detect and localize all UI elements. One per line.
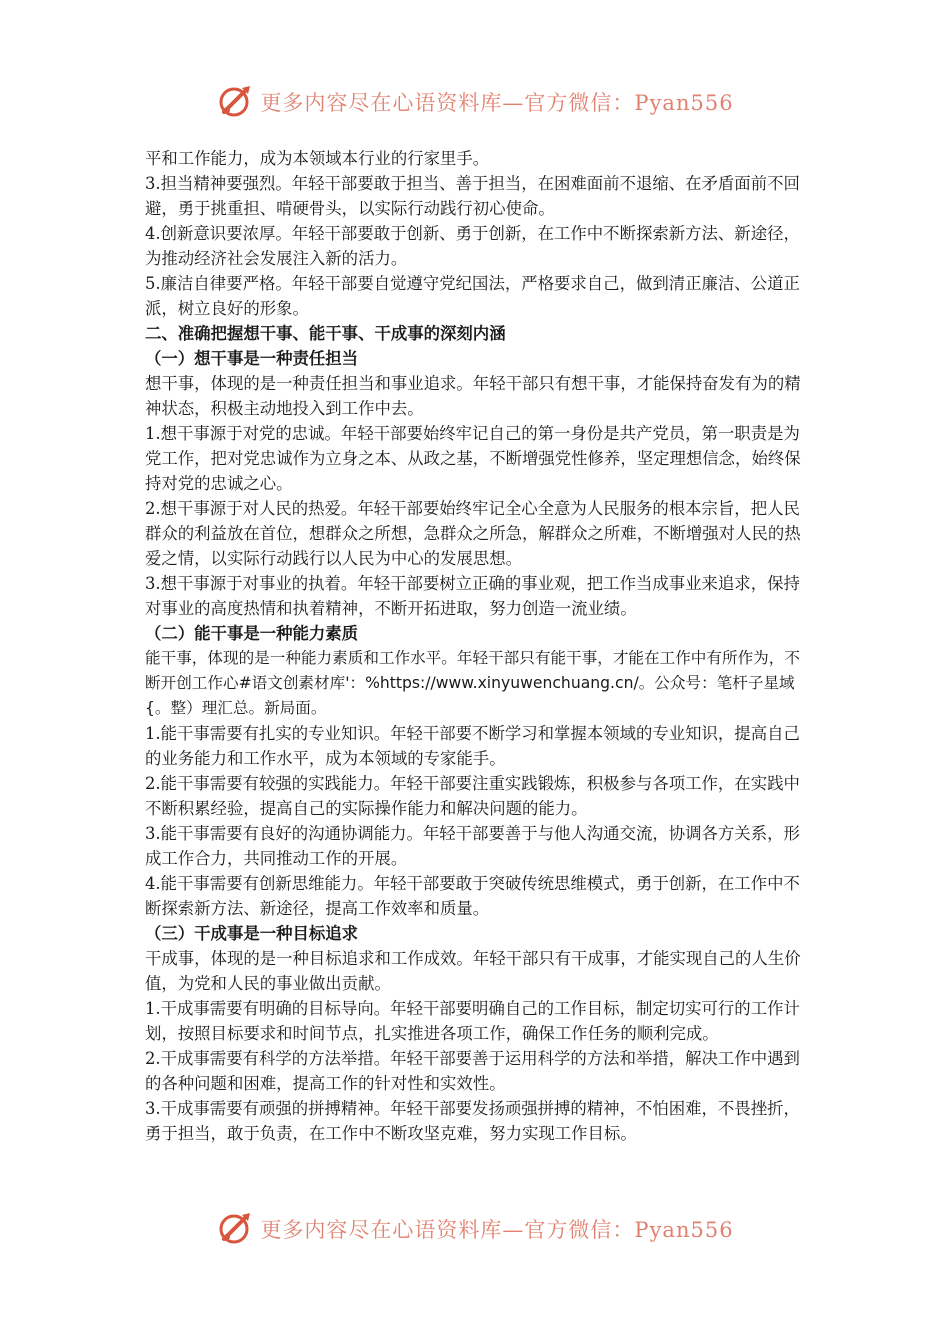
paragraph: 3.担当精神要强烈。年轻干部要敢于担当、善于担当，在困难面前不退缩、在矛盾面前不回避，勇于挑重担、啃硬骨头，以实际行动践行初心使命。 [145, 174, 800, 218]
paragraph: 3.干成事需要有顽强的拼搏精神。年轻干部要发扬顽强拼搏的精神，不怕困难，不畏挫折，勇于担当，敢于负责，在工作中不断攻坚克难，努力实现工作目标。 [145, 1099, 800, 1143]
paragraph: 3.能干事需要有良好的沟通协调能力。年轻干部要善于与他人沟通交流，协调各方关系，形成工作合力，共同推动工作的开展。 [145, 824, 800, 868]
paragraph: 2.干成事需要有科学的方法举措。年轻干部要善于运用科学的方法和举措，解决工作中遇到的各种问题和困难，提高工作的针对性和实效性。 [145, 1049, 800, 1093]
paragraph: 干成事，体现的是一种目标追求和工作成效。年轻干部只有干成事，才能实现自己的人生价值，为党和人民的事业做出贡献。 [145, 949, 801, 993]
paragraph: 4.能干事需要有创新思维能力。年轻干部要敢于突破传统思维模式，勇于创新，在工作中不断探索新方法、新途径，提高工作效率和质量。 [145, 874, 800, 918]
document-body [145, 146, 815, 1146]
watermark-text: 更多内容尽在心语资料库—官方微信：Pyan556 [260, 91, 734, 115]
subsection-heading: （二）能干事是一种能力素质 [145, 624, 359, 643]
brush-logo-icon [216, 82, 256, 122]
paragraph: 3.想干事源于对事业的执着。年轻干部要树立正确的事业观，把工作当成事业来追求，保持对事业的高度热情和执着精神，不断开拓进取，努力创造一流业绩。 [145, 574, 800, 618]
paragraph: 1.想干事源于对党的忠诚。年轻干部要始终牢记自己的第一身份是共产党员，第一职责是为党工作，把对党忠诚作为立身之本、从政之基，不断增强党性修养，坚定理想信念，始终保持对党的忠诚之心。 [145, 424, 801, 493]
paragraph: 4.创新意识要浓厚。年轻干部要敢于创新、勇于创新，在工作中不断探索新方法、新途径，为推动经济社会发展注入新的活力。 [145, 224, 800, 268]
brush-logo-icon [216, 1209, 256, 1249]
watermark-text: 更多内容尽在心语资料库—官方微信：Pyan556 [260, 1218, 734, 1242]
paragraph: 2.想干事源于对人民的热爱。年轻干部要始终牢记全心全意为人民服务的根本宗旨，把人民群众的利益放在首位，想群众之所想，急群众之所急，解群众之所难，不断增强对人民的热爱之情，以实际行动践行以人民为中心的发展思想。 [145, 499, 801, 568]
paragraph: 1.干成事需要有明确的目标导向。年轻干部要明确自己的工作目标，制定切实可行的工作计划，按照目标要求和时间节点，扎实推进各项工作，确保工作任务的顺利完成。 [145, 999, 800, 1043]
paragraph: 5.廉洁自律要严格。年轻干部要自觉遵守党纪国法，严格要求自己，做到清正廉洁、公道正派，树立良好的形象。 [145, 274, 800, 318]
section-heading: 二、准确把握想干事、能干事、干成事的深刻内涵 [145, 324, 506, 343]
paragraph: 想干事，体现的是一种责任担当和事业追求。年轻干部只有想干事，才能保持奋发有为的精神状态，积极主动地投入到工作中去。 [145, 374, 801, 418]
watermark-footer [0, 1209, 950, 1249]
subsection-heading: （一）想干事是一种责任担当 [145, 349, 359, 368]
paragraph: 2.能干事需要有较强的实践能力。年轻干部要注重实践锻炼，积极参与各项工作，在实践中不断积累经验，提高自己的实际操作能力和解决问题的能力。 [145, 774, 800, 818]
watermark-header [0, 82, 950, 122]
paragraph: 平和工作能力，成为本领域本行业的行家里手。 [145, 149, 490, 168]
inserted-paragraph: 能干事，体现的是一种能力素质和工作水平。年轻干部只有能干事，才能在工作中有所作为，不断开创工作心#语文创素材库'：%https://www.xinyuwenchuang.cn/。公众号：笔杆子星域{。整）理汇总。新局面。 [145, 649, 800, 717]
subsection-heading: （三）干成事是一种目标追求 [145, 924, 359, 943]
paragraph: 1.能干事需要有扎实的专业知识。年轻干部要不断学习和掌握本领域的专业知识，提高自己的业务能力和工作水平，成为本领域的专家能手。 [145, 724, 800, 768]
